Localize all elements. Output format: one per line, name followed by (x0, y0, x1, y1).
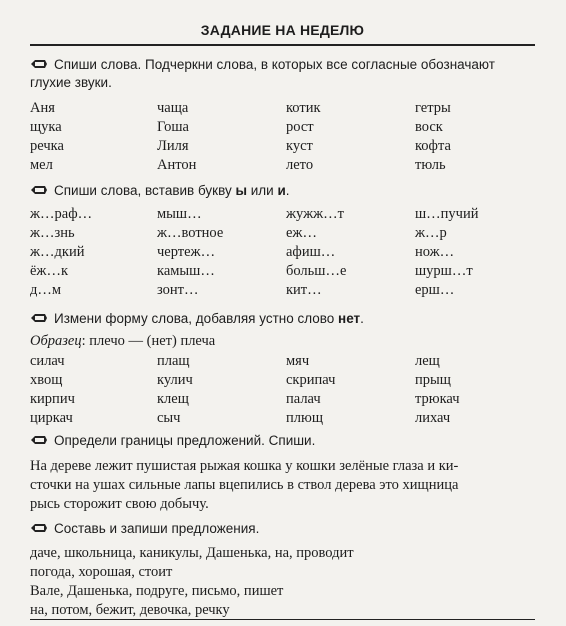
task1-instruction-text: Спиши слова. Подчеркни слова, в которых все согласные обозначают глухие звуки. (30, 57, 495, 91)
word-cell: щука (30, 119, 62, 135)
word-cell: жужж…т (286, 206, 344, 222)
word-cell: мел (30, 157, 53, 173)
word-cell: Гоша (157, 119, 189, 135)
task3-instruction (30, 310, 364, 328)
word-cell: гетры (415, 100, 451, 116)
word-cell: шурш…т (415, 263, 473, 279)
word-cell: лещ (415, 353, 440, 369)
word-cell: палач (286, 391, 321, 407)
task5-instruction (30, 520, 259, 538)
word-cell: речка (30, 138, 64, 154)
task5-line: погода, хорошая, стоит (30, 564, 173, 580)
word-cell: нож… (415, 244, 455, 260)
word-cell: плющ (286, 410, 323, 426)
pencil-icon (30, 182, 48, 200)
word-cell: чертеж… (157, 244, 216, 260)
word-cell: мыш… (157, 206, 202, 222)
sample-label: Образец (30, 333, 82, 349)
word-cell: кофта (415, 138, 451, 154)
word-cell: ёж…к (30, 263, 68, 279)
pencil-icon (30, 520, 48, 538)
task3-instruction-text: Измени форму слова, добавляя устно слово (54, 311, 339, 326)
word-cell: ж…р (415, 225, 447, 241)
word-cell: лето (286, 157, 314, 173)
word-cell: Лиля (157, 138, 189, 154)
task5-instruction-text: Составь и запиши предложения. (54, 521, 260, 536)
word-cell: циркач (30, 410, 73, 426)
header-divider (30, 44, 535, 46)
word-cell: больш…е (286, 263, 347, 279)
word-cell: ж…вотное (157, 225, 224, 241)
word-cell: лихач (415, 410, 451, 426)
task4-text-line: рысь сторожит свою добычу. (30, 496, 209, 512)
word-cell: куст (286, 138, 313, 154)
word-cell: ш…пучий (415, 206, 479, 222)
task3-sample (30, 333, 215, 350)
task5-line: на, потом, бежит, девочка, речку (30, 602, 230, 618)
task3-instruction-end: . (360, 311, 364, 326)
word-cell: камыш… (157, 263, 215, 279)
pencil-icon (30, 56, 48, 74)
word-cell: трюкач (415, 391, 460, 407)
task2-instruction (30, 182, 290, 200)
task3-keyword: нет (338, 311, 361, 326)
task2-instruction-or: или (246, 183, 278, 198)
word-cell: ж…знь (30, 225, 75, 241)
task2-instruction-end: . (285, 183, 290, 198)
bottom-divider (30, 619, 535, 620)
word-cell: скрипач (286, 372, 336, 388)
word-cell: афиш… (286, 244, 336, 260)
word-cell: кит… (286, 282, 322, 298)
task4-instruction-text: Определи границы предложений. Спиши. (54, 433, 316, 448)
word-cell: кирпич (30, 391, 75, 407)
pencil-icon (30, 432, 48, 450)
task5-line: даче, школьница, каникулы, Дашенька, на, проводит (30, 545, 354, 561)
word-cell: плащ (157, 353, 190, 369)
word-cell: тюль (415, 157, 446, 173)
word-cell: силач (30, 353, 65, 369)
word-cell: д…м (30, 282, 62, 298)
word-cell: хвощ (30, 372, 63, 388)
task2-instruction-text: Спиши слова, вставив букву (54, 183, 236, 198)
pencil-icon (30, 310, 48, 328)
letter-y: ы (235, 183, 247, 198)
word-cell: Антон (157, 157, 197, 173)
word-cell: кулич (157, 372, 193, 388)
word-cell: мяч (286, 353, 310, 369)
word-cell: сыч (157, 410, 181, 426)
task4-text-line: сточки на ушах сильные лапы вцепились в ствол дерева это хищница (30, 477, 459, 493)
word-cell: прыщ (415, 372, 451, 388)
word-cell: чаща (157, 100, 189, 116)
word-cell: клещ (157, 391, 189, 407)
word-cell: Аня (30, 100, 55, 116)
word-cell: зонт… (157, 282, 199, 298)
task4-instruction (30, 432, 315, 450)
word-cell: ерш… (415, 282, 455, 298)
task5-line: Вале, Дашенька, подруге, письмо, пишет (30, 583, 284, 599)
word-cell: еж… (286, 225, 317, 241)
word-cell: ж…дкий (30, 244, 85, 260)
word-cell: котик (286, 100, 321, 116)
word-cell: ж…раф… (30, 206, 93, 222)
sample-text: : плечо — (нет) плеча (81, 333, 216, 349)
word-cell: рост (286, 119, 314, 135)
task4-text-line: На дереве лежит пушистая рыжая кошка у кошки зелёные глаза и ки- (30, 458, 459, 474)
task1-instruction (30, 56, 535, 92)
page-title: ЗАДАНИЕ НА НЕДЕЛЮ (200, 22, 365, 38)
word-cell: воск (415, 119, 443, 135)
letter-i: и (277, 183, 286, 198)
